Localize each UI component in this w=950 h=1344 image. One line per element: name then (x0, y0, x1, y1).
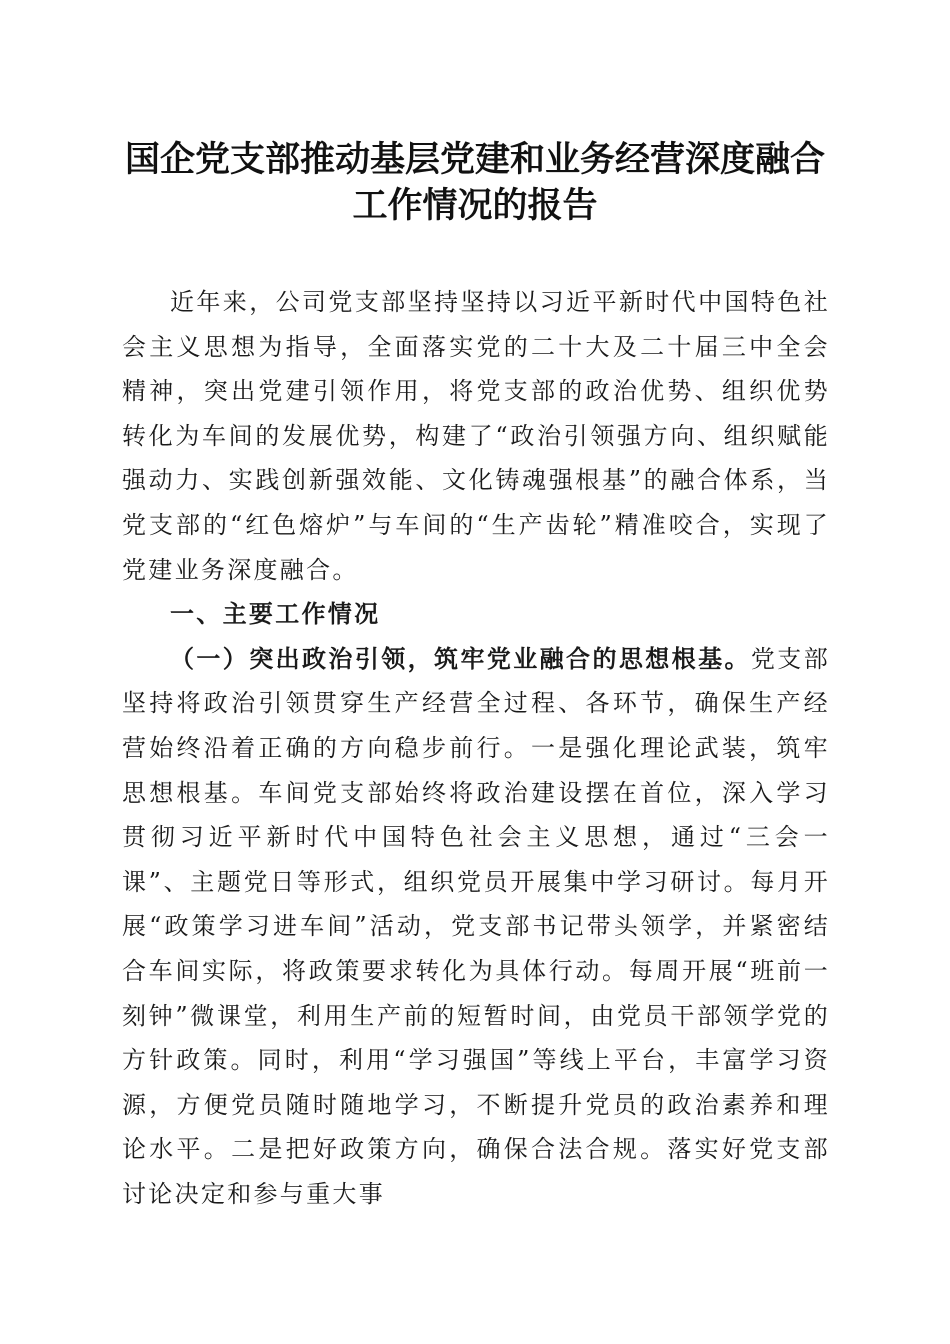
subsection-lead: （一）突出政治引领，筑牢党业融合的思想根基。 (170, 643, 751, 673)
subsection-paragraph (122, 637, 830, 1217)
subsection-body: 党支部坚持将政治引领贯穿生产经营全过程、各环节，确保生产经营始终沿着正确的方向稳步前行。一是强化理论武装，筑牢思想根基。车间党支部始终将政治建设摆在首位，深入学习贯彻习近平新时代中国特色社会主义思想，通过“三会一课”、主题党日等形式，组织党员开展集中学习研讨。每月开展“政策学习进车间”活动，党支部书记带头领学，并紧密结合车间实际，将政策要求转化为具体行动。每周开展“班前一刻钟”微课堂，利用生产前的短暂时间，由党员干部领学党的方针政策。同时，利用“学习强国”等线上平台，丰富学习资源，方便党员随时随地学习，不断提升党员的政治素养和理论水平。二是把好政策方向，确保合法合规。落实好党支部讨论决定和参与重大事 (122, 644, 830, 1208)
document-title-line-2: 工作情况的报告 (352, 185, 598, 226)
intro-paragraph: 近年来，公司党支部坚持坚持以习近平新时代中国特色社会主义思想为指导，全面落实党的二十大及二十届三中全会精神，突出党建引领作用，将党支部的政治优势、组织优势转化为车间的发展优势，构建了“政治引领强方向、组织赋能强动力、实践创新强效能、文化铸魂强根基”的融合体系，当党支部的“红色熔炉”与车间的“生产齿轮”精准咬合，实现了党建业务深度融合。 (122, 288, 830, 584)
document-title-line-1: 国企党支部推动基层党建和业务经营深度融合 (124, 139, 825, 180)
document-body (122, 280, 830, 1216)
section-heading: 一、主要工作情况 (170, 600, 381, 629)
